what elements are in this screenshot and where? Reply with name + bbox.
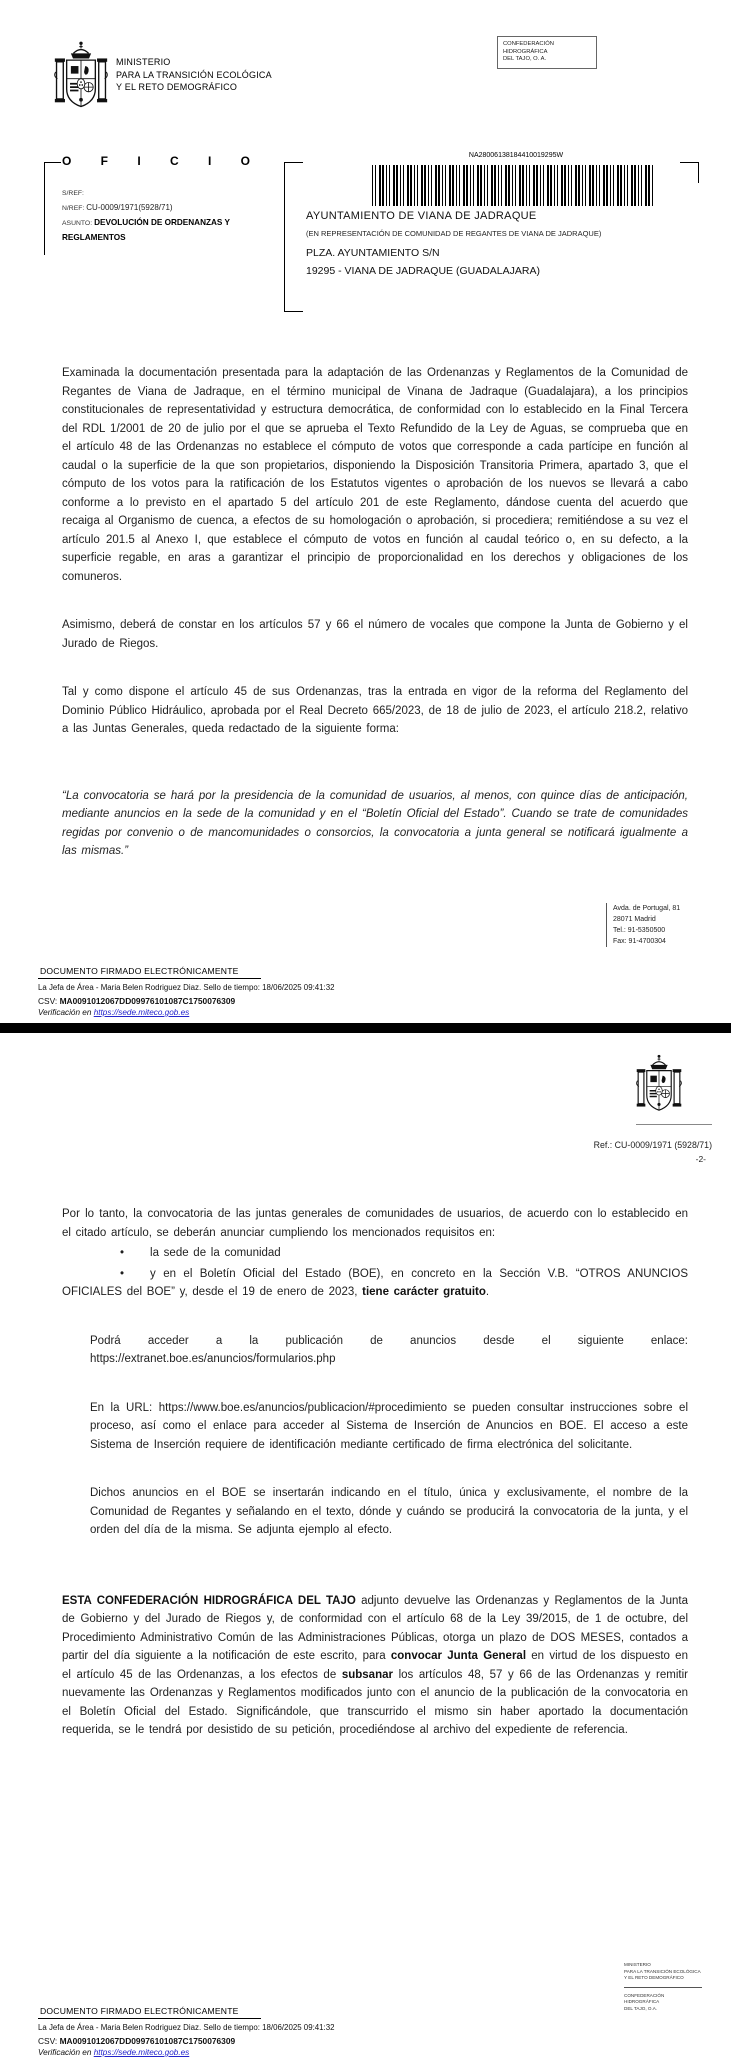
agency-box xyxy=(497,36,597,69)
body-paragraph: Examinada la documentación presentada para la adaptación de las Ordenanzas y Reglamentos de la Comunidad de Regantes de Viana de Jadraque, en el término municipal de Vinana de Jadraque (Guadalajara), a los principios constitucionales de representatividad y estructura democrática, de conformidad con lo establecido en la Final Tercera del RDL 1/2001 de 20 de julio por el que se aprueba el Texto Refundido de la Ley de Aguas, se comprueba que en el artículo 48 de las Ordenanzas no establece el cómputo de votos que corresponde a cada partícipe en función al caudal o la superficie de la que son propietarios, disponiendo la Disposición Transitoria Primera, apartado 3, que el cómputo de los votos para la ratificación de los Estatutos vigentes o aprobación de los nuevos se llevará a cabo conforme a lo previsto en el apartado 5 del artículo 201 de este Reglamento, dándose cuenta del acuerdo que recaiga al Organismo de cuenca, a efectos de su homologación o aprobación, si procediera; remitiéndose a su vez el artículo 201.5 al Anexo I, que establece el cómputo de votos en función al caudal teórico o, en su defecto, a la superficie regable, en aras a garantizar el principio de proporcionalidad en los derechos y obligaciones de los comuneros. xyxy=(62,367,688,583)
footer-divider xyxy=(624,1987,702,1988)
recipient-name: AYUNTAMIENTO DE VIANA DE JADRAQUE xyxy=(306,210,537,222)
office-address-line: 28071 Madrid xyxy=(613,916,656,923)
sref-line: S/REF: xyxy=(62,190,84,197)
verification-line: Verificación en https://sede.miteco.gob.es xyxy=(38,1008,190,1017)
ministry-logo-text xyxy=(116,56,272,94)
body-paragraph: Podrá acceder a la publicación de anuncios desde el siguiente enlace: https://extranet.boe.es/anuncios/formularios.php xyxy=(90,1334,688,1365)
body-paragraph: En la URL: https://www.boe.es/anuncios/publicacion/#procedimiento se pueden consultar instrucciones sobre el proceso, así como el enlace para acceder al Sistema de Inserción de Anuncios en BOE. El acceso a este Sistema de Inserción requiere de identificación mediante certificado de firma electrónica del solicitante. xyxy=(90,1401,688,1451)
footer-ministry-line: PARA LA TRANSICIÓN ECOLÓGICA xyxy=(624,1968,701,1974)
footer-agency-line: CONFEDERACIÓN xyxy=(624,1992,665,1998)
body-paragraph: Por lo tanto, la convocatoria de las juntas generales de comunidades de usuarios, de acuerdo con lo establecido en el citado artículo, se deberán anunciar cumpliendo los mencionados requisitos en: xyxy=(62,1208,688,1239)
signature-signer: La Jefa de Área - Maria Belen Rodriguez Diaz. Sello de tiempo: 18/06/2025 09:41:32 xyxy=(38,2023,335,2032)
bullet-icon: • xyxy=(120,1267,125,1280)
agency-line: DEL TAJO, O. A. xyxy=(503,56,547,62)
bullet-icon: • xyxy=(120,1247,125,1259)
footer-ministry-line: Y EL RETO DEMOGRÁFICO xyxy=(624,1975,684,1980)
verification-link[interactable]: https://sede.miteco.gob.es xyxy=(93,1008,190,1017)
body-paragraph: Dichos anuncios en el BOE se insertarán indicando en el título, única y exclusivamente, el nombre de la Comunidad de Regantes y señalando en el texto, dónde y cuándo se producirá la convocatoria de la junta, y el orden del día de la misma. Se adjunta ejemplo al efecto. xyxy=(90,1487,688,1536)
footer-agency-line: HIDROGRÁFICA xyxy=(624,1999,660,2004)
reference-block xyxy=(62,186,290,244)
signature-title: DOCUMENTO FIRMADO ELECTRÓNICAMENTE xyxy=(38,966,261,979)
verification-link[interactable]: https://sede.miteco.gob.es xyxy=(93,2048,190,2057)
footer-agency-line: DEL TAJO, O.A. xyxy=(624,2005,658,2011)
office-address xyxy=(606,903,680,947)
recipient-block xyxy=(306,210,678,277)
signature-title: DOCUMENTO FIRMADO ELECTRÓNICAMENTE xyxy=(38,2006,261,2019)
recipient-city: 19295 - VIANA DE JADRAQUE (GUADALAJARA) xyxy=(306,265,540,277)
agency-line: HIDROGRÁFICA xyxy=(503,48,548,55)
coat-of-arms-icon xyxy=(636,1052,682,1118)
fold-mark-left xyxy=(44,162,61,255)
verification-line: Verificación en https://sede.miteco.gob.es xyxy=(38,2048,190,2057)
office-address-line: Tel.: 91-5350500 xyxy=(613,927,666,934)
quote-paragraph: “La convocatoria se hará por la presidencia de la comunidad de usuarios, al menos, con quince días de anticipación, mediante anuncios en la sede de la comunidad y en el “Boletín Oficial del Estado”. Cuando se trate de comunidades regidas por convenio o de mancomunidades o consorcios, la convocatoria a junta general se notificará igualmente a las mismas.” xyxy=(62,789,688,857)
address-window-mark-left xyxy=(284,162,303,312)
page1-body xyxy=(62,364,688,861)
ministry-line: Y EL RETO DEMOGRÁFICO xyxy=(116,82,238,92)
signature-block xyxy=(38,2006,335,2057)
header-divider xyxy=(636,1124,712,1125)
page2-footer-logos xyxy=(624,1962,724,2012)
nref-line: N/REF: CU-0009/1971(5928/71) xyxy=(62,203,173,212)
csv-line: CSV: MA0091012067DD09976101087C1750076309 xyxy=(38,2036,236,2046)
bullet-item: • y en el Boletín Oficial del Estado (BOE), en concreto en la Sección V.B. “OTROS ANUNCIOS OFICIALES del BOE” y, desde el 19 de enero de 2023, tiene carácter gratuito. xyxy=(62,1267,688,1298)
signature-block xyxy=(38,966,335,1017)
ministry-line: PARA LA TRANSICIÓN ECOLÓGICA xyxy=(116,69,272,80)
closing-paragraph: ESTA CONFEDERACIÓN HIDROGRÁFICA DEL TAJO adjunto devuelve las Ordenanzas y Reglamentos de la Junta de Gobierno y del Jurado de Riegos y, de conformidad con el artículo 68 de la Ley 39/2015, de 1 de octubre, del Procedimiento Administrativo Común de las Administraciones Públicas, otorga un plazo de DOS MESES, contados a partir del día siguiente a la notificación de este escrito, para convocar Junta General en virtud de los dispuesto en el artículo 45 de las Ordenanzas, a los efectos de subsanar los artículos 48, 57 y 66 de las Ordenanzas y remitir nuevamente las Ordenanzas y Reglamentos modificados junto con el anuncio de la publicación de la convocatoria en el Boletín Oficial del Estado. Significándole, que transcurrido el mismo sin haber aportado la documentación requerida, se le tendrá por desistido de su petición, procediéndose al archivo del expediente de referencia. xyxy=(62,1594,688,1736)
recipient-representation: (EN REPRESENTACIÓN DE COMUNIDAD DE REGANTES DE VIANA DE JADRAQUE) xyxy=(306,229,602,238)
coat-of-arms-icon xyxy=(54,38,108,116)
signature-signer: La Jefa de Área - Maria Belen Rodriguez Diaz. Sello de tiempo: 18/06/2025 09:41:32 xyxy=(38,983,335,992)
csv-value: MA0091012067DD09976101087C1750076309 xyxy=(59,996,236,1006)
page2-body xyxy=(62,1205,688,1740)
csv-line: CSV: MA0091012067DD09976101087C1750076309 xyxy=(38,996,236,1006)
oficio-title: O F I C I O xyxy=(62,154,264,168)
barcode-number: NA28006138184410019295W xyxy=(468,152,564,159)
address-window-mark-right xyxy=(680,162,699,183)
footer-ministry-line: MINISTERIO xyxy=(624,1962,651,1967)
bullet-item: • la sede de la comunidad xyxy=(120,1247,281,1259)
body-paragraph: Tal y como dispone el artículo 45 de sus Ordenanzas, tras la entrada en vigor de la reforma del Reglamento del Dominio Público Hidráulico, aprobada por el Real Decreto 665/2023, de 18 de julio de 2023, el artículo 218.2, relativo a las Juntas Generales, queda redactado de la siguiente forma: xyxy=(62,686,688,735)
csv-value: MA0091012067DD09976101087C1750076309 xyxy=(59,2036,236,2046)
body-paragraph: Asimismo, deberá de constar en los artículos 57 y 66 el número de vocales que compone la Junta de Gobierno y el Jurado de Riegos. xyxy=(62,619,688,650)
office-address-line: Avda. de Portugal, 81 xyxy=(613,905,681,912)
page-separator xyxy=(0,1023,731,1033)
recipient-street: PLZA. AYUNTAMIENTO S/N xyxy=(306,247,440,259)
barcode xyxy=(372,165,660,206)
office-address-line: Fax: 91-4700304 xyxy=(613,938,666,945)
asunto-line: ASUNTO: DEVOLUCIÓN DE ORDENANZAS Y REGLAMENTOS xyxy=(62,218,230,242)
ministry-line: MINISTERIO xyxy=(116,57,171,67)
page2-ref: Ref.: CU-0009/1971 (5928/71) xyxy=(593,1140,712,1150)
agency-line: CONFEDERACIÓN xyxy=(503,41,554,47)
page-number: -2- xyxy=(695,1154,706,1164)
